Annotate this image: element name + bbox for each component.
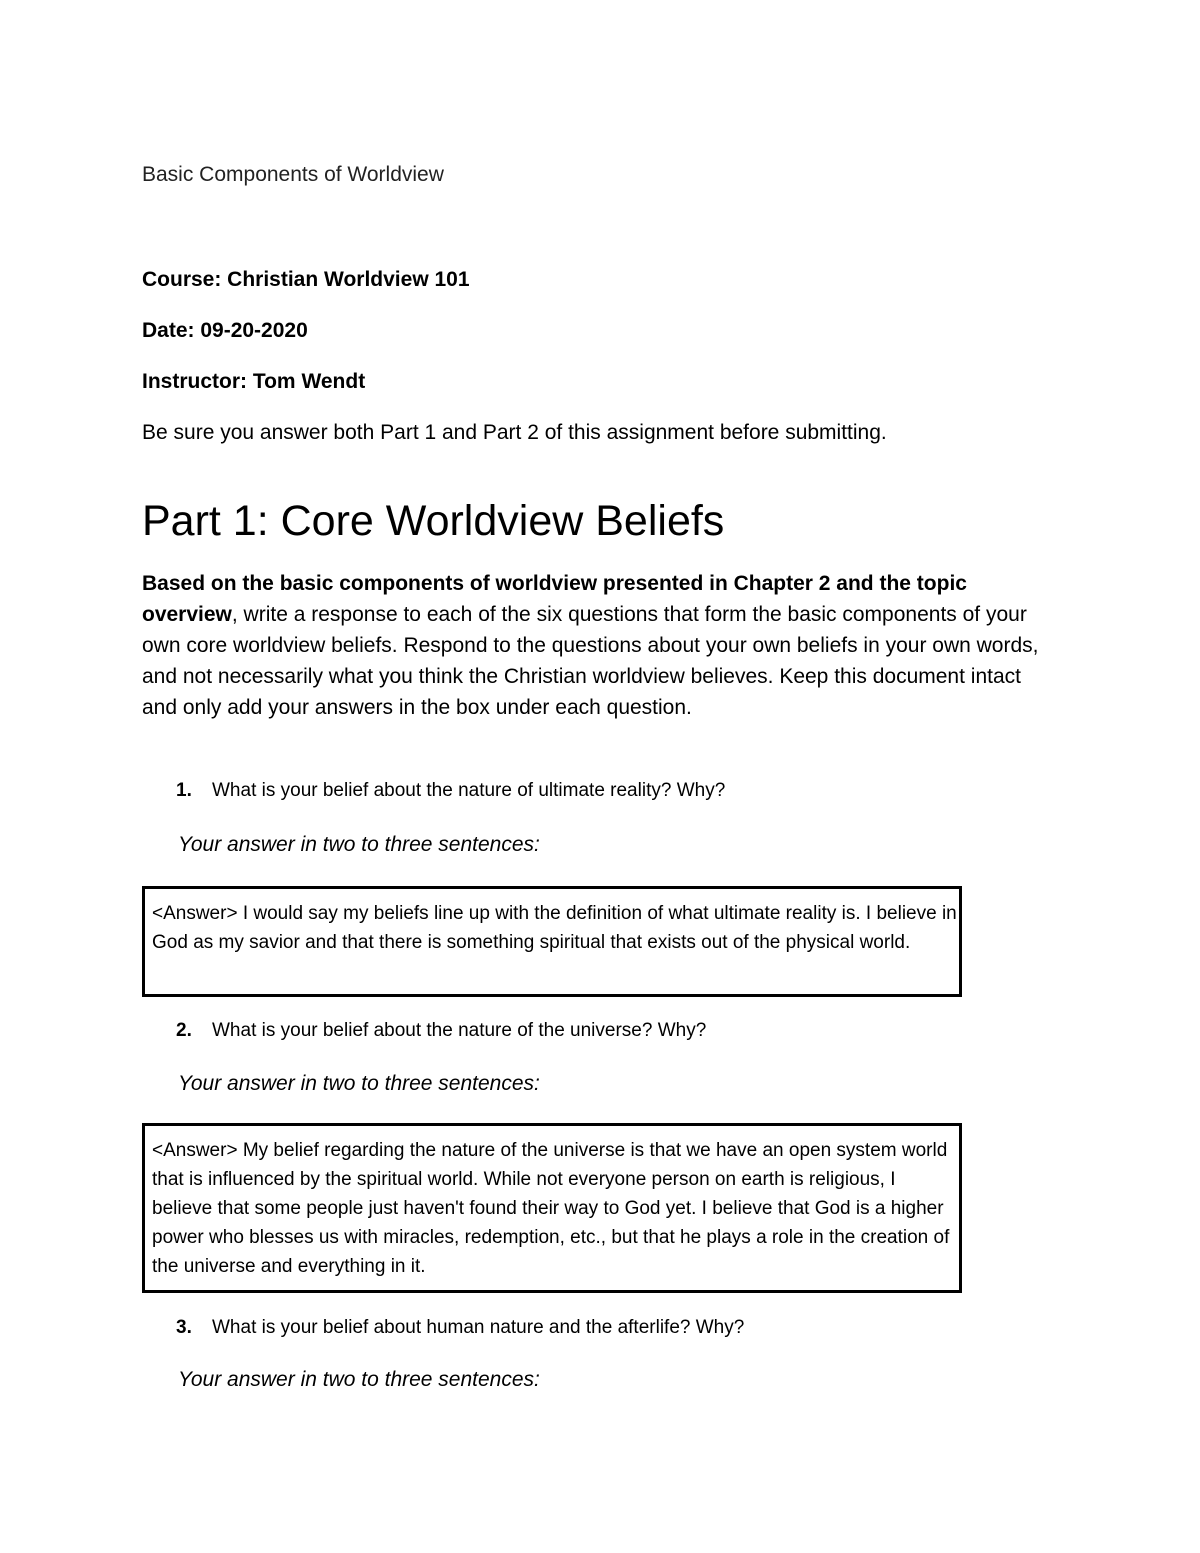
question-3-number: 3. — [176, 1317, 192, 1338]
date-line: Date: 09-20-2020 — [142, 319, 308, 342]
question-1 — [176, 780, 725, 802]
question-1-prompt: Your answer in two to three sentences: — [178, 833, 540, 856]
document-title: Basic Components of Worldview — [142, 163, 444, 186]
question-3-text: What is your belief about human nature and the afterlife? Why? — [212, 1317, 745, 1338]
part1-intro — [142, 568, 1042, 723]
part1-heading: Part 1: Core Worldview Beliefs — [142, 497, 725, 545]
question-2-prompt: Your answer in two to three sentences: — [178, 1072, 540, 1095]
question-3 — [176, 1317, 744, 1339]
part1-intro-bold: Based on the basic components of worldview presented in Chapter 2 and the topic overview — [142, 572, 967, 626]
answer-box-1[interactable]: <Answer> I would say my beliefs line up with the definition of what ultimate reality is. I believe in God as my savior and that there is something spiritual that exists out of the physical world. — [142, 886, 962, 997]
question-3-prompt: Your answer in two to three sentences: — [178, 1368, 540, 1391]
answer-box-2[interactable]: <Answer> My belief regarding the nature of the universe is that we have an open system world that is influenced by the spiritual world. While not everyone person on earth is religious, I believe that some people just haven't found their way to God yet. I believe that God is a higher power who blesses us with miracles, redemption, etc., but that he plays a role in the creation of the universe and everything in it. — [142, 1123, 962, 1293]
question-2-number: 2. — [176, 1020, 192, 1041]
question-1-number: 1. — [176, 780, 192, 801]
question-2-text: What is your belief about the nature of the universe? Why? — [212, 1020, 707, 1041]
instructor-line: Instructor: Tom Wendt — [142, 370, 366, 393]
question-2 — [176, 1020, 706, 1042]
part1-intro-rest: , write a response to each of the six questions that form the basic components of your own core worldview beliefs. Respond to the questions about your own beliefs in your own words, and not necessarily what you think the Christian worldview believes. Keep this document intact and only add your answers in the box under each question. — [142, 603, 1039, 719]
submission-instruction: Be sure you answer both Part 1 and Part 2 of this assignment before submitting. — [142, 421, 887, 444]
course-line: Course: Christian Worldview 101 — [142, 268, 470, 291]
question-1-text: What is your belief about the nature of ultimate reality? Why? — [212, 780, 726, 801]
